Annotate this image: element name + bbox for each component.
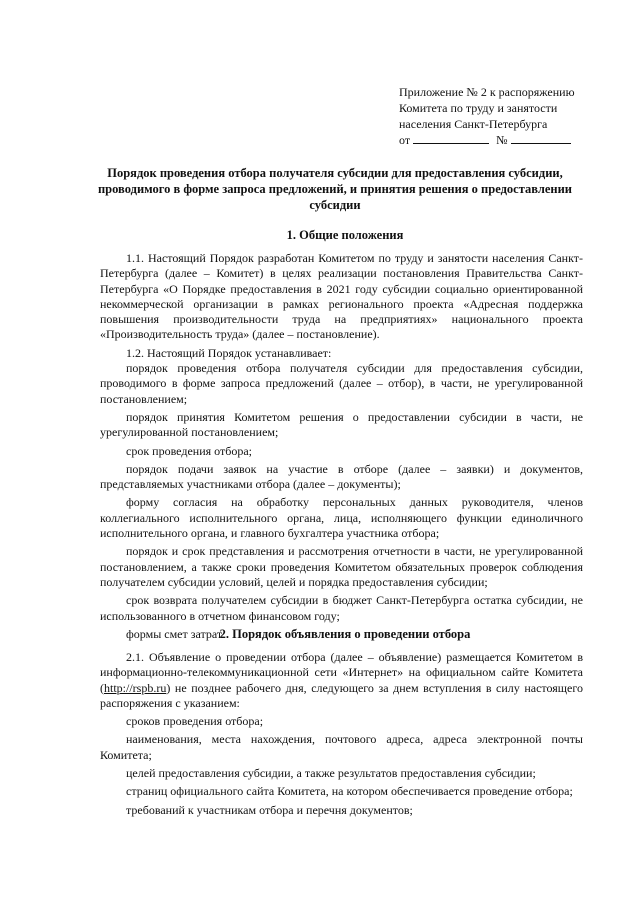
paragraph: форму согласия на обработку персональных данных руководителя, членов коллегиального исполнительного органа, лица, исполняющего функции единоличного исполнительного органа, и главного бухгалтера участника отбора; [100, 495, 583, 541]
paragraph: порядок проведения отбора получателя субсидии для предоставления субсидии, проводимого в форме запроса предложений (далее – отбор), в части, не урегулированной постановлением; [100, 361, 583, 406]
appendix-line-2: Комитета по труду и занятости [399, 101, 558, 115]
title-line-1: Порядок проведения отбора получателя субсидии для предоставления субсидии, [107, 166, 563, 180]
section-2-heading: 2. Порядок объявления о проведении отбора [219, 627, 471, 641]
from-label: от [399, 133, 411, 147]
section-2-body [100, 650, 583, 818]
number-blank [511, 132, 571, 144]
paragraph: требований к участникам отбора и перечня документов; [126, 802, 413, 817]
title-line-2: проводимого в форме запроса предложений, и принятия решения о предоставлении [97, 182, 573, 196]
paragraph [100, 650, 583, 711]
paragraph: срок возврата получателем субсидии в бюджет Санкт-Петербурга остатка субсидии, не использованного в отчетном финансовом году; [100, 593, 583, 623]
paragraph-text: ) не позднее рабочего дня, следующего за днем вступления в силу настоящего распоряжения с указанием: [100, 680, 583, 710]
appendix-line-3: населения Санкт-Петербурга [399, 117, 548, 131]
paragraph: срок проведения отбора; [126, 443, 252, 458]
appendix-date-number [399, 132, 599, 148]
date-blank [413, 132, 489, 144]
paragraph: страниц официального сайта Комитета, на котором обеспечивается проведение отбора; [126, 784, 573, 799]
website-link[interactable]: http://rspb.ru [104, 680, 167, 695]
number-label: № [496, 133, 508, 147]
title-line-3: субсидии [309, 198, 361, 212]
paragraph: порядок подачи заявок на участие в отборе (далее – заявки) и документов, представляемых участниками отбора (далее – документы); [100, 461, 583, 492]
paragraph: целей предоставления субсидии, а также результатов предоставления субсидии; [126, 766, 536, 781]
document-title [95, 165, 575, 213]
paragraph: порядок и срок представления и рассмотрения отчетности в части, не урегулированной постановлением, а также сроки проведения Комитетом обязательных проверок соблюдения получателем субсидии условий, целей и порядка предоставления субсидии; [100, 544, 583, 589]
appendix-block [399, 84, 599, 148]
paragraph: 1.1. Настоящий Порядок разработан Комитетом по труду и занятости населения Санкт-Петербурга (далее – Комитет) в целях реализации постановления Правительства Санкт-Петербурга «О Порядке предоставления в 2021 году субсидии социально ориентированной некоммерческой организации в рамках регионального проекта «Адресная поддержка повышения производительности труда на предприятиях» национального проекта «Производительность труда» (далее – постановление). [100, 251, 583, 342]
appendix-line-1: Приложение № 2 к распоряжению [399, 85, 575, 99]
section-1-heading: 1. Общие положения [286, 228, 404, 242]
section-1-body [100, 251, 583, 642]
paragraph-text: 2.1. Объявление о проведении отбора (далее – объявление) размещается Комитетом в информационно-телекоммуникационной сети «Интернет» на официальном сайте Комитета ( [100, 650, 583, 695]
paragraph: порядок принятия Комитетом решения о предоставлении субсидии в части, не урегулированной постановлением; [100, 409, 583, 440]
paragraph: формы смет затрат. [126, 626, 225, 641]
paragraph: сроков проведения отбора; [126, 714, 264, 729]
paragraph: 1.2. Настоящий Порядок устанавливает: [126, 345, 332, 360]
paragraph: наименования, места нахождения, почтового адреса, адреса электронной почты Комитета; [100, 732, 583, 762]
